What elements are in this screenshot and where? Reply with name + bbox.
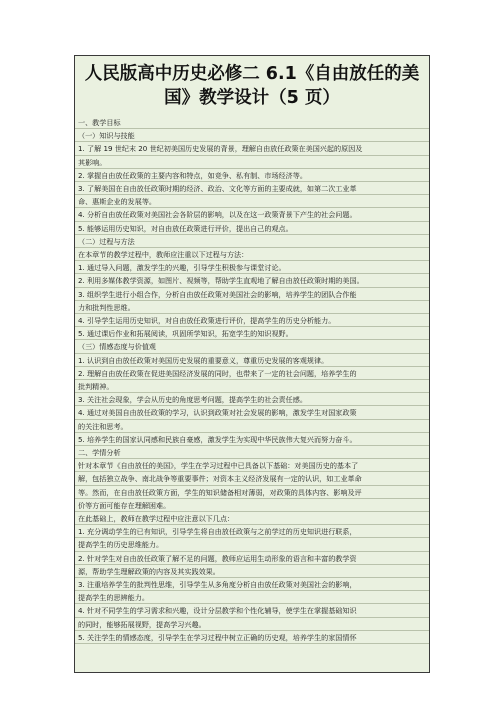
- text-line: 解，包括独立战争、南北战争等重要事件；对资本主义经济发展有一定的认识，如工业革命: [75, 472, 429, 485]
- text-line: 1. 了解 19 世纪末 20 世纪初美国历史发展的背景，理解自由放任政策在美国兴起的原因及: [75, 142, 429, 155]
- text-line: 在本章节的教学过程中，教师应注重以下过程与方法：: [75, 248, 429, 261]
- text-line: 2. 利用多媒体教学资源，如图片、视频等，帮助学生直观地了解自由放任政策时期的美国。: [75, 274, 429, 287]
- document-frame: [74, 55, 430, 673]
- document-body: [75, 114, 429, 672]
- text-line: 源，帮助学生理解政策的内容及其实践效果。: [75, 565, 429, 578]
- text-line: 等。然而，在自由放任政策方面，学生的知识储备相对薄弱，对政策的具体内容、影响及评: [75, 486, 429, 499]
- text-line: （三）情感态度与价值观: [75, 340, 429, 353]
- text-line: 5. 通过课后作业和拓展阅读，巩固所学知识，拓宽学生的知识视野。: [75, 327, 429, 340]
- text-line: 力和批判性思维。: [75, 301, 429, 314]
- text-line: 4. 引导学生运用历史知识，对自由放任政策进行评价，提高学生的历史分析能力。: [75, 314, 429, 327]
- text-line: 5. 培养学生的国家认同感和民族自豪感，激发学生为实现中华民族伟大复兴而努力奋斗。: [75, 433, 429, 446]
- document-title-line-1: 人民版高中历史必修二 6.1《自由放任的美: [84, 64, 420, 84]
- text-line: 1. 通过导入问题，激发学生的兴趣，引导学生积极参与课堂讨论。: [75, 261, 429, 274]
- text-line: 在此基础上，教师在教学过程中应注意以下几点：: [75, 512, 429, 525]
- text-line: 4. 通过对美国自由放任政策的学习，认识到政策对社会发展的影响，激发学生对国家政策: [75, 406, 429, 419]
- text-line: 3. 了解美国在自由放任政策时期的经济、政治、文化等方面的主要成就，如第二次工业革: [75, 182, 429, 195]
- text-line: （二）过程与方法: [75, 235, 429, 248]
- text-line: 一、教学目标: [75, 116, 429, 129]
- text-line: 2. 掌握自由放任政策的主要内容和特点，如竞争、私有制、市场经济等。: [75, 169, 429, 182]
- text-line: 其影响。: [75, 156, 429, 169]
- text-line: 3. 组织学生进行小组合作，分析自由放任政策对美国社会的影响，培养学生的团队合作能: [75, 288, 429, 301]
- text-line: 1. 充分调动学生的已有知识，引导学生将自由放任政策与之前学过的历史知识进行联系，: [75, 525, 429, 538]
- text-line: 2. 理解自由放任政策在促进美国经济发展的同时，也带来了一定的社会问题，培养学生的: [75, 367, 429, 380]
- text-line: 提高学生的历史思维能力。: [75, 538, 429, 551]
- text-line: 4. 分析自由放任政策对美国社会各阶层的影响，以及在这一政策背景下产生的社会问题。: [75, 208, 429, 221]
- text-line: 3. 关注社会现象，学会从历史的角度思考问题，提高学生的社会责任感。: [75, 393, 429, 406]
- document-title-line-2: 国》教学设计（5 页）: [164, 88, 340, 108]
- text-line: （一）知识与技能: [75, 129, 429, 142]
- text-line: 二、学情分析: [75, 446, 429, 459]
- text-line: 命、惠斯企业的发展等。: [75, 195, 429, 208]
- text-line: 5. 关注学生的情感态度，引导学生在学习过程中树立正确的历史观，培养学生的家国情怀: [75, 631, 429, 644]
- text-line: 价等方面可能存在理解困难。: [75, 499, 429, 512]
- text-line: 针对本章节《自由放任的美国》，学生在学习过程中已具备以下基础：对美国历史的基本了: [75, 459, 429, 472]
- text-line: 的同时，能够拓展视野，提高学习兴趣。: [75, 618, 429, 631]
- text-line: 批判精神。: [75, 380, 429, 393]
- title-box: [75, 56, 429, 115]
- text-line: 5. 能够运用历史知识，对自由放任政策进行评价，提出自己的观点。: [75, 222, 429, 235]
- text-line: 的关注和思考。: [75, 420, 429, 433]
- text-line: 3. 注重培养学生的批判性思维，引导学生从多角度分析自由放任政策对美国社会的影响，: [75, 578, 429, 591]
- text-line: 2. 针对学生对自由放任政策了解不足的问题，教师应运用生动形象的语言和丰富的教学资: [75, 552, 429, 565]
- text-line: 1. 认识到自由放任政策对美国历史发展的重要意义，尊重历史发展的客观规律。: [75, 354, 429, 367]
- text-line: 4. 针对不同学生的学习需求和兴趣，设计分层教学和个性化辅导，使学生在掌握基础知识: [75, 604, 429, 617]
- text-line: 提高学生的思辨能力。: [75, 591, 429, 604]
